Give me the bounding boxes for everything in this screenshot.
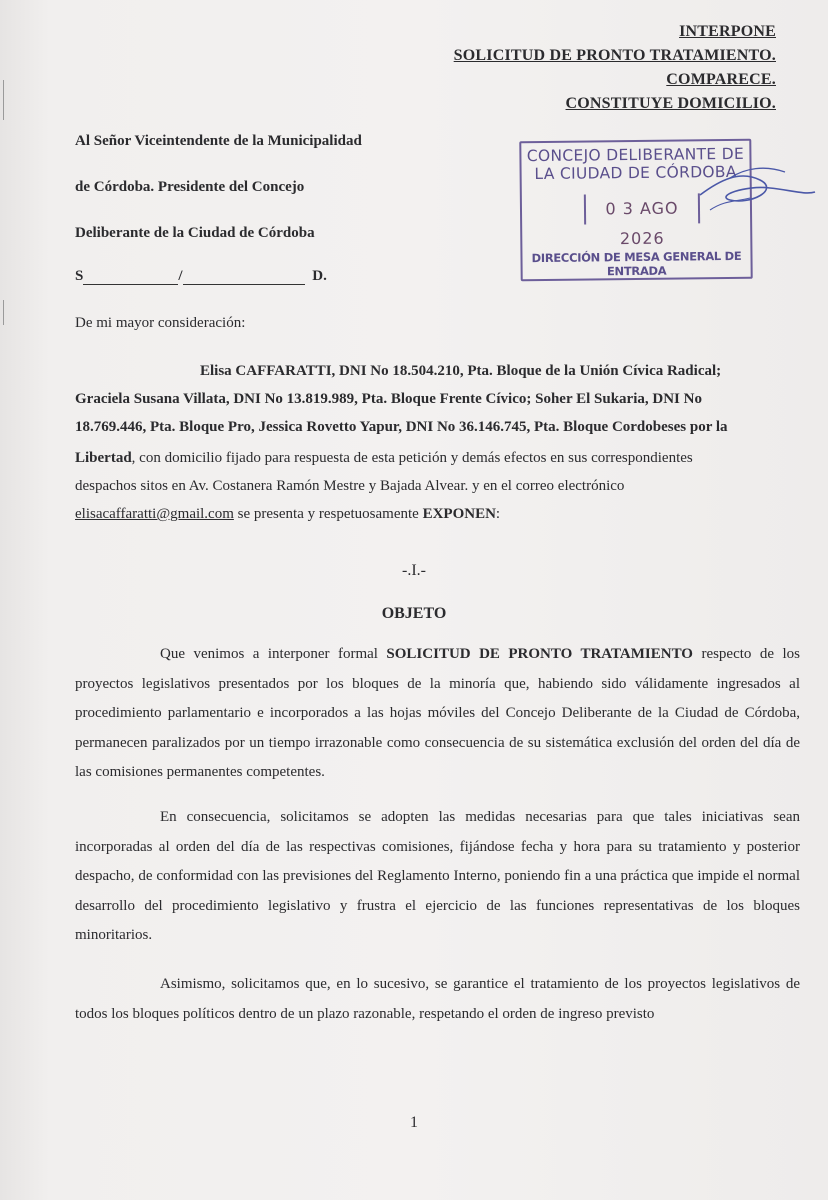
colon: : [495,506,501,522]
presenter-line: Graciela Susana Villata, DNI No 13.819.989, Pta. Bloque Frente Cívico; Soher El Sukaria, DNI No [75,391,702,407]
header-line: CONSTITUYE DOMICILIO. [565,95,776,112]
blank-line [83,268,178,285]
contact-line: , con domicilio fijado para respuesta de esta petición y demás efectos en sus correspondientes [131,450,693,466]
greeting: De mi mayor consideración: [75,315,246,331]
addressee-line: Deliberante de la Ciudad de Córdoba [75,225,315,241]
blank-line [183,268,305,285]
presenters-block [75,357,800,441]
paragraph-objeto-3: Asimismo, solicitamos que, en lo sucesivo, se garantice el tratamiento de los proyectos legislativos de todos los bloques políticos dentro de un plazo razonable, respetando el orden de ingreso previsto [75,976,800,1022]
slash: / [178,268,183,284]
signature-scribble [690,150,820,220]
addressee-line: Al Señor Viceintendente de la Municipalidad [75,133,362,149]
section-title: OBJETO [381,605,447,622]
section-number: -.I.- [402,562,426,579]
paragraph-objeto-2: En consecuencia, solicitamos se adopten las medidas necesarias para que tales iniciativas sean incorporadas al orden del día de las respectivas comisiones, fijándose fecha y hora para su tratamiento y posterior despacho, de conformidad con las previsiones del Reglamento Interno, poniendo fin a una práctica que impide el normal desarrollo del procedimiento legislativo y frustra el ejercicio de las funciones representativas de los bloques minoritarios. [75,809,800,943]
stamp-line: CONCEJO DELIBERANTE DE [526,144,745,166]
contact-block [75,444,800,528]
contact-line: despachos sitos en Av. Costanera Ramón Mestre y Bajada Alvear. y en el correo electrónico [75,478,625,494]
paragraph-text: Que venimos a interponer formal [160,646,387,662]
paragraph-objeto-1 [75,640,800,788]
salutation-sd-line [75,268,327,285]
page-number: 1 [410,1114,418,1131]
presenter-line: 18.769.446, Pta. Bloque Pro, Jessica Rovetto Yapur, DNI No 36.146.745, Pta. Bloque Cordobeses por la [75,419,728,435]
paragraph-bold: SOLICITUD DE PRONTO TRATAMIENTO [386,646,693,662]
addressee-line: de Córdoba. Presidente del Concejo [75,179,305,195]
presenter-line: Elisa CAFFARATTI, DNI No 18.504.210, Pta. Bloque de la Unión Cívica Radical; [200,363,722,379]
email-link[interactable]: elisacaffaratti@gmail.com [75,506,234,522]
exponen-word: EXPONEN [422,506,496,522]
header-line: INTERPONE [679,23,776,40]
document-header [454,20,776,116]
presenter-line: Libertad [75,450,132,466]
stamp-line: LA CIUDAD DE CÓRDOBA [534,162,737,184]
paragraph-text: respecto de los proyectos legislativos presentados por los bloques de la minoría que, habiendo sido válidamente ingresados al procedimiento parlamentario e incorporados a las hojas móviles del Concejo Deliberante de la Ciudad de Córdoba, permanecen paralizados por un tiempo irrazonable como consecuencia de su sistemática exclusión del orden del día de las comisiones permanentes competentes. [75,646,801,780]
stamp-date: 0 3 AGO 2026 [584,193,700,224]
header-line: SOLICITUD DE PRONTO TRATAMIENTO. [453,47,776,64]
addressee-block [75,131,362,269]
scan-edge-mark [3,300,4,325]
d-letter: D. [312,268,327,284]
header-line: COMPARECE. [666,71,776,88]
contact-line: se presenta y respetuosamente [233,506,423,522]
scan-edge-mark [3,80,4,120]
stamp-line: DIRECCIÓN DE MESA GENERAL DE ENTRADA [531,248,742,279]
s-letter: S [75,268,84,284]
